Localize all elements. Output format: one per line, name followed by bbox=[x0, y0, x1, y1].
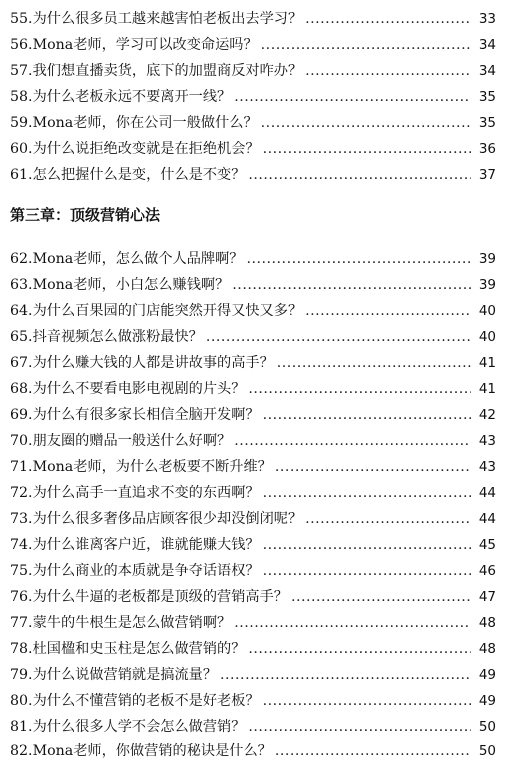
toc-entry-61[interactable] bbox=[10, 164, 496, 186]
toc-entry-title: 59.Mona老师，你在公司一般做什么？ bbox=[10, 115, 258, 131]
toc-entry-72[interactable] bbox=[10, 482, 496, 504]
toc-entry-title: 61.怎么把握什么是变，什么是不变？ bbox=[10, 167, 246, 183]
toc-entry-title: 81.为什么很多人学不会怎么做营销？ bbox=[10, 719, 246, 735]
toc-entry-title: 63.Mona老师，小白怎么赚钱啊？ bbox=[10, 277, 230, 293]
toc-entry-title: 80.为什么不懂营销的老板不是好老板？ bbox=[10, 693, 260, 709]
toc-entry-page: 39 bbox=[478, 277, 496, 293]
toc-entry-title: 68.为什么不要看电影电视剧的片头？ bbox=[10, 381, 246, 397]
toc-entry-60[interactable] bbox=[10, 138, 496, 160]
toc-entry-title: 69.为什么有很多家长相信全脑开发啊？ bbox=[10, 407, 260, 423]
toc-entry-58[interactable] bbox=[10, 86, 496, 108]
dot-leader bbox=[263, 690, 471, 712]
toc-entry-page: 43 bbox=[478, 433, 496, 449]
toc-entry-page: 46 bbox=[478, 563, 496, 579]
toc-entry-64[interactable] bbox=[10, 300, 496, 322]
dot-leader bbox=[248, 164, 471, 186]
toc-entry-page: 36 bbox=[478, 141, 496, 157]
toc-entry-title: 73.为什么很多奢侈品店顾客很少却没倒闭呢？ bbox=[10, 511, 303, 527]
toc-entry-page: 37 bbox=[478, 167, 496, 183]
toc-entry-title: 79.为什么说做营销就是搞流量？ bbox=[10, 667, 218, 683]
dot-leader bbox=[234, 430, 471, 452]
toc-entry-74[interactable] bbox=[10, 534, 496, 556]
dot-leader bbox=[305, 8, 471, 30]
toc-entry-69[interactable] bbox=[10, 404, 496, 426]
dot-leader bbox=[263, 138, 471, 160]
toc-entry-page: 47 bbox=[478, 589, 496, 605]
dot-leader bbox=[305, 508, 471, 530]
toc-entry-page: 43 bbox=[478, 459, 496, 475]
toc-entry-78[interactable] bbox=[10, 638, 496, 660]
toc-entry-73[interactable] bbox=[10, 508, 496, 530]
toc-entry-page: 45 bbox=[478, 537, 496, 553]
toc-entry-56[interactable] bbox=[10, 34, 496, 56]
toc-entry-77[interactable] bbox=[10, 612, 496, 634]
toc-entry-page: 48 bbox=[478, 615, 496, 631]
dot-leader bbox=[277, 352, 471, 374]
toc-entry-title: 71.Mona老师，为什么老板要不断升维？ bbox=[10, 459, 272, 475]
dot-leader bbox=[275, 740, 471, 762]
toc-entry-title: 55.为什么很多员工越来越害怕老板出去学习？ bbox=[10, 11, 303, 27]
toc-entry-title: 64.为什么百果园的门店能突然开得又快又多？ bbox=[10, 303, 303, 319]
toc-entry-title: 70.朋友圈的赠品一般送什么好啊？ bbox=[10, 433, 232, 449]
toc-entry-80[interactable] bbox=[10, 690, 496, 712]
dot-leader bbox=[305, 300, 471, 322]
toc-entry-title: 60.为什么说拒绝改变就是在拒绝机会？ bbox=[10, 141, 260, 157]
toc-entry-57[interactable] bbox=[10, 60, 496, 82]
toc-entry-title: 82.Mona老师，你做营销的秘诀是什么？ bbox=[10, 743, 272, 759]
toc-entry-title: 62.Mona老师，怎么做个人品牌啊？ bbox=[10, 251, 244, 267]
toc-entry-page: 50 bbox=[478, 743, 496, 759]
toc-entry-page: 35 bbox=[478, 89, 496, 105]
toc-entry-page: 50 bbox=[478, 719, 496, 735]
toc-entry-title: 65.抖音视频怎么做涨粉最快？ bbox=[10, 329, 203, 345]
toc-entry-page: 41 bbox=[478, 355, 496, 371]
toc-entry-title: 77.蒙牛的牛根生是怎么做营销啊？ bbox=[10, 615, 232, 631]
dot-leader bbox=[291, 586, 471, 608]
toc-entry-title: 58.为什么老板永远不要离开一线？ bbox=[10, 89, 232, 105]
dot-leader bbox=[275, 456, 471, 478]
toc-entry-title: 67.为什么赚大钱的人都是讲故事的高手？ bbox=[10, 355, 274, 371]
toc-entry-62[interactable] bbox=[10, 248, 496, 270]
toc-entry-71[interactable] bbox=[10, 456, 496, 478]
toc-entry-page: 34 bbox=[478, 63, 496, 79]
toc-entry-page: 35 bbox=[478, 115, 496, 131]
toc-entry-page: 33 bbox=[478, 11, 496, 27]
toc-entry-page: 34 bbox=[478, 37, 496, 53]
toc-entry-79[interactable] bbox=[10, 664, 496, 686]
toc-entry-81[interactable] bbox=[10, 716, 496, 738]
toc-entry-55[interactable] bbox=[10, 8, 496, 30]
toc-entry-76[interactable] bbox=[10, 586, 496, 608]
dot-leader bbox=[234, 612, 471, 634]
toc-entry-page: 41 bbox=[478, 381, 496, 397]
toc-entry-70[interactable] bbox=[10, 430, 496, 452]
toc-entry-page: 39 bbox=[478, 251, 496, 267]
toc-entry-title: 56.Mona老师，学习可以改变命运吗？ bbox=[10, 37, 258, 53]
toc-entry-75[interactable] bbox=[10, 560, 496, 582]
dot-leader bbox=[206, 326, 471, 348]
toc-entry-page: 40 bbox=[478, 303, 496, 319]
dot-leader bbox=[261, 34, 471, 56]
toc-entry-page: 49 bbox=[478, 667, 496, 683]
dot-leader bbox=[232, 274, 471, 296]
toc-entry-page: 44 bbox=[478, 511, 496, 527]
dot-leader bbox=[261, 112, 471, 134]
dot-leader bbox=[263, 404, 471, 426]
toc-entry-page: 48 bbox=[478, 641, 496, 657]
toc-entry-page: 40 bbox=[478, 329, 496, 345]
dot-leader bbox=[263, 560, 471, 582]
toc-entry-68[interactable] bbox=[10, 378, 496, 400]
toc-entry-page: 44 bbox=[478, 485, 496, 501]
dot-leader bbox=[220, 664, 471, 686]
toc-entry-page: 42 bbox=[478, 407, 496, 423]
dot-leader bbox=[248, 638, 471, 660]
toc-entry-63[interactable] bbox=[10, 274, 496, 296]
toc-entry-title: 57.我们想直播卖货，底下的加盟商反对咋办？ bbox=[10, 63, 303, 79]
toc-entry-67[interactable] bbox=[10, 352, 496, 374]
toc-entry-title: 78.杜国楹和史玉柱是怎么做营销的？ bbox=[10, 641, 246, 657]
chapter-heading: 第三章：顶级营销心法 bbox=[10, 206, 161, 224]
dot-leader bbox=[263, 482, 471, 504]
dot-leader bbox=[305, 60, 471, 82]
toc-entry-65[interactable] bbox=[10, 326, 496, 348]
toc-entry-title: 76.为什么牛逼的老板都是顶级的营销高手？ bbox=[10, 589, 288, 605]
toc-entry-title: 72.为什么高手一直追求不变的东西啊？ bbox=[10, 485, 260, 501]
toc-entry-title: 75.为什么商业的本质就是争夺话语权？ bbox=[10, 563, 260, 579]
dot-leader bbox=[234, 86, 471, 108]
dot-leader bbox=[248, 378, 471, 400]
toc-entry-59[interactable] bbox=[10, 112, 496, 134]
toc-entry-page: 49 bbox=[478, 693, 496, 709]
toc-entry-82[interactable] bbox=[10, 740, 496, 762]
dot-leader bbox=[248, 716, 471, 738]
toc-entry-title: 74.为什么谁离客户近，谁就能赚大钱？ bbox=[10, 537, 260, 553]
dot-leader bbox=[246, 248, 471, 270]
dot-leader bbox=[263, 534, 471, 556]
